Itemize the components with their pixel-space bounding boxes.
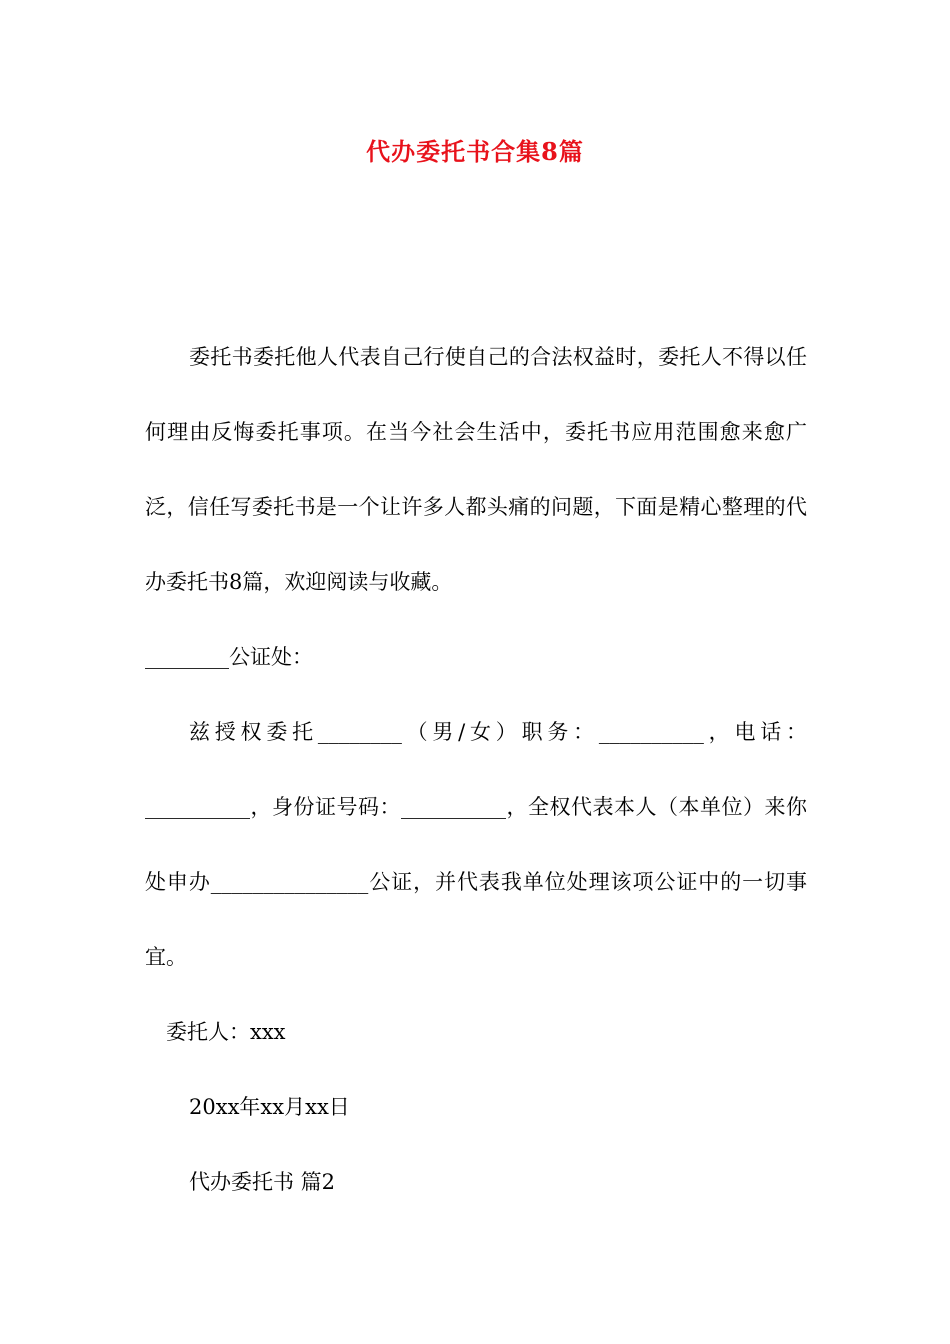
document-title: 代办委托书合集8篇 xyxy=(366,137,584,166)
section-heading: 代办委托书 篇2 xyxy=(189,1170,336,1194)
date-line: 20xx年xx月xx日 xyxy=(189,1095,350,1119)
authorization-paragraph: 兹授权委托________（男/女）职务：__________，电话：__________，身份证号码：__________，全权代表本人（本单位）来你处申办_______________公证，并代表我单位处理该项公证中的一切事宜。 xyxy=(145,720,807,969)
principal-line: 委托人：xxx xyxy=(166,1020,286,1044)
document-body xyxy=(145,320,807,1220)
intro-paragraph: 委托书委托他人代表自己行使自己的合法权益时，委托人不得以任何理由反悔委托事项。在当今社会生活中，委托书应用范围愈来愈广泛，信任写委托书是一个让许多人都头痛的问题，下面是精心整理的代办委托书8篇，欢迎阅读与收藏。 xyxy=(145,345,807,594)
recipient-line: ________公证处： xyxy=(145,645,313,669)
